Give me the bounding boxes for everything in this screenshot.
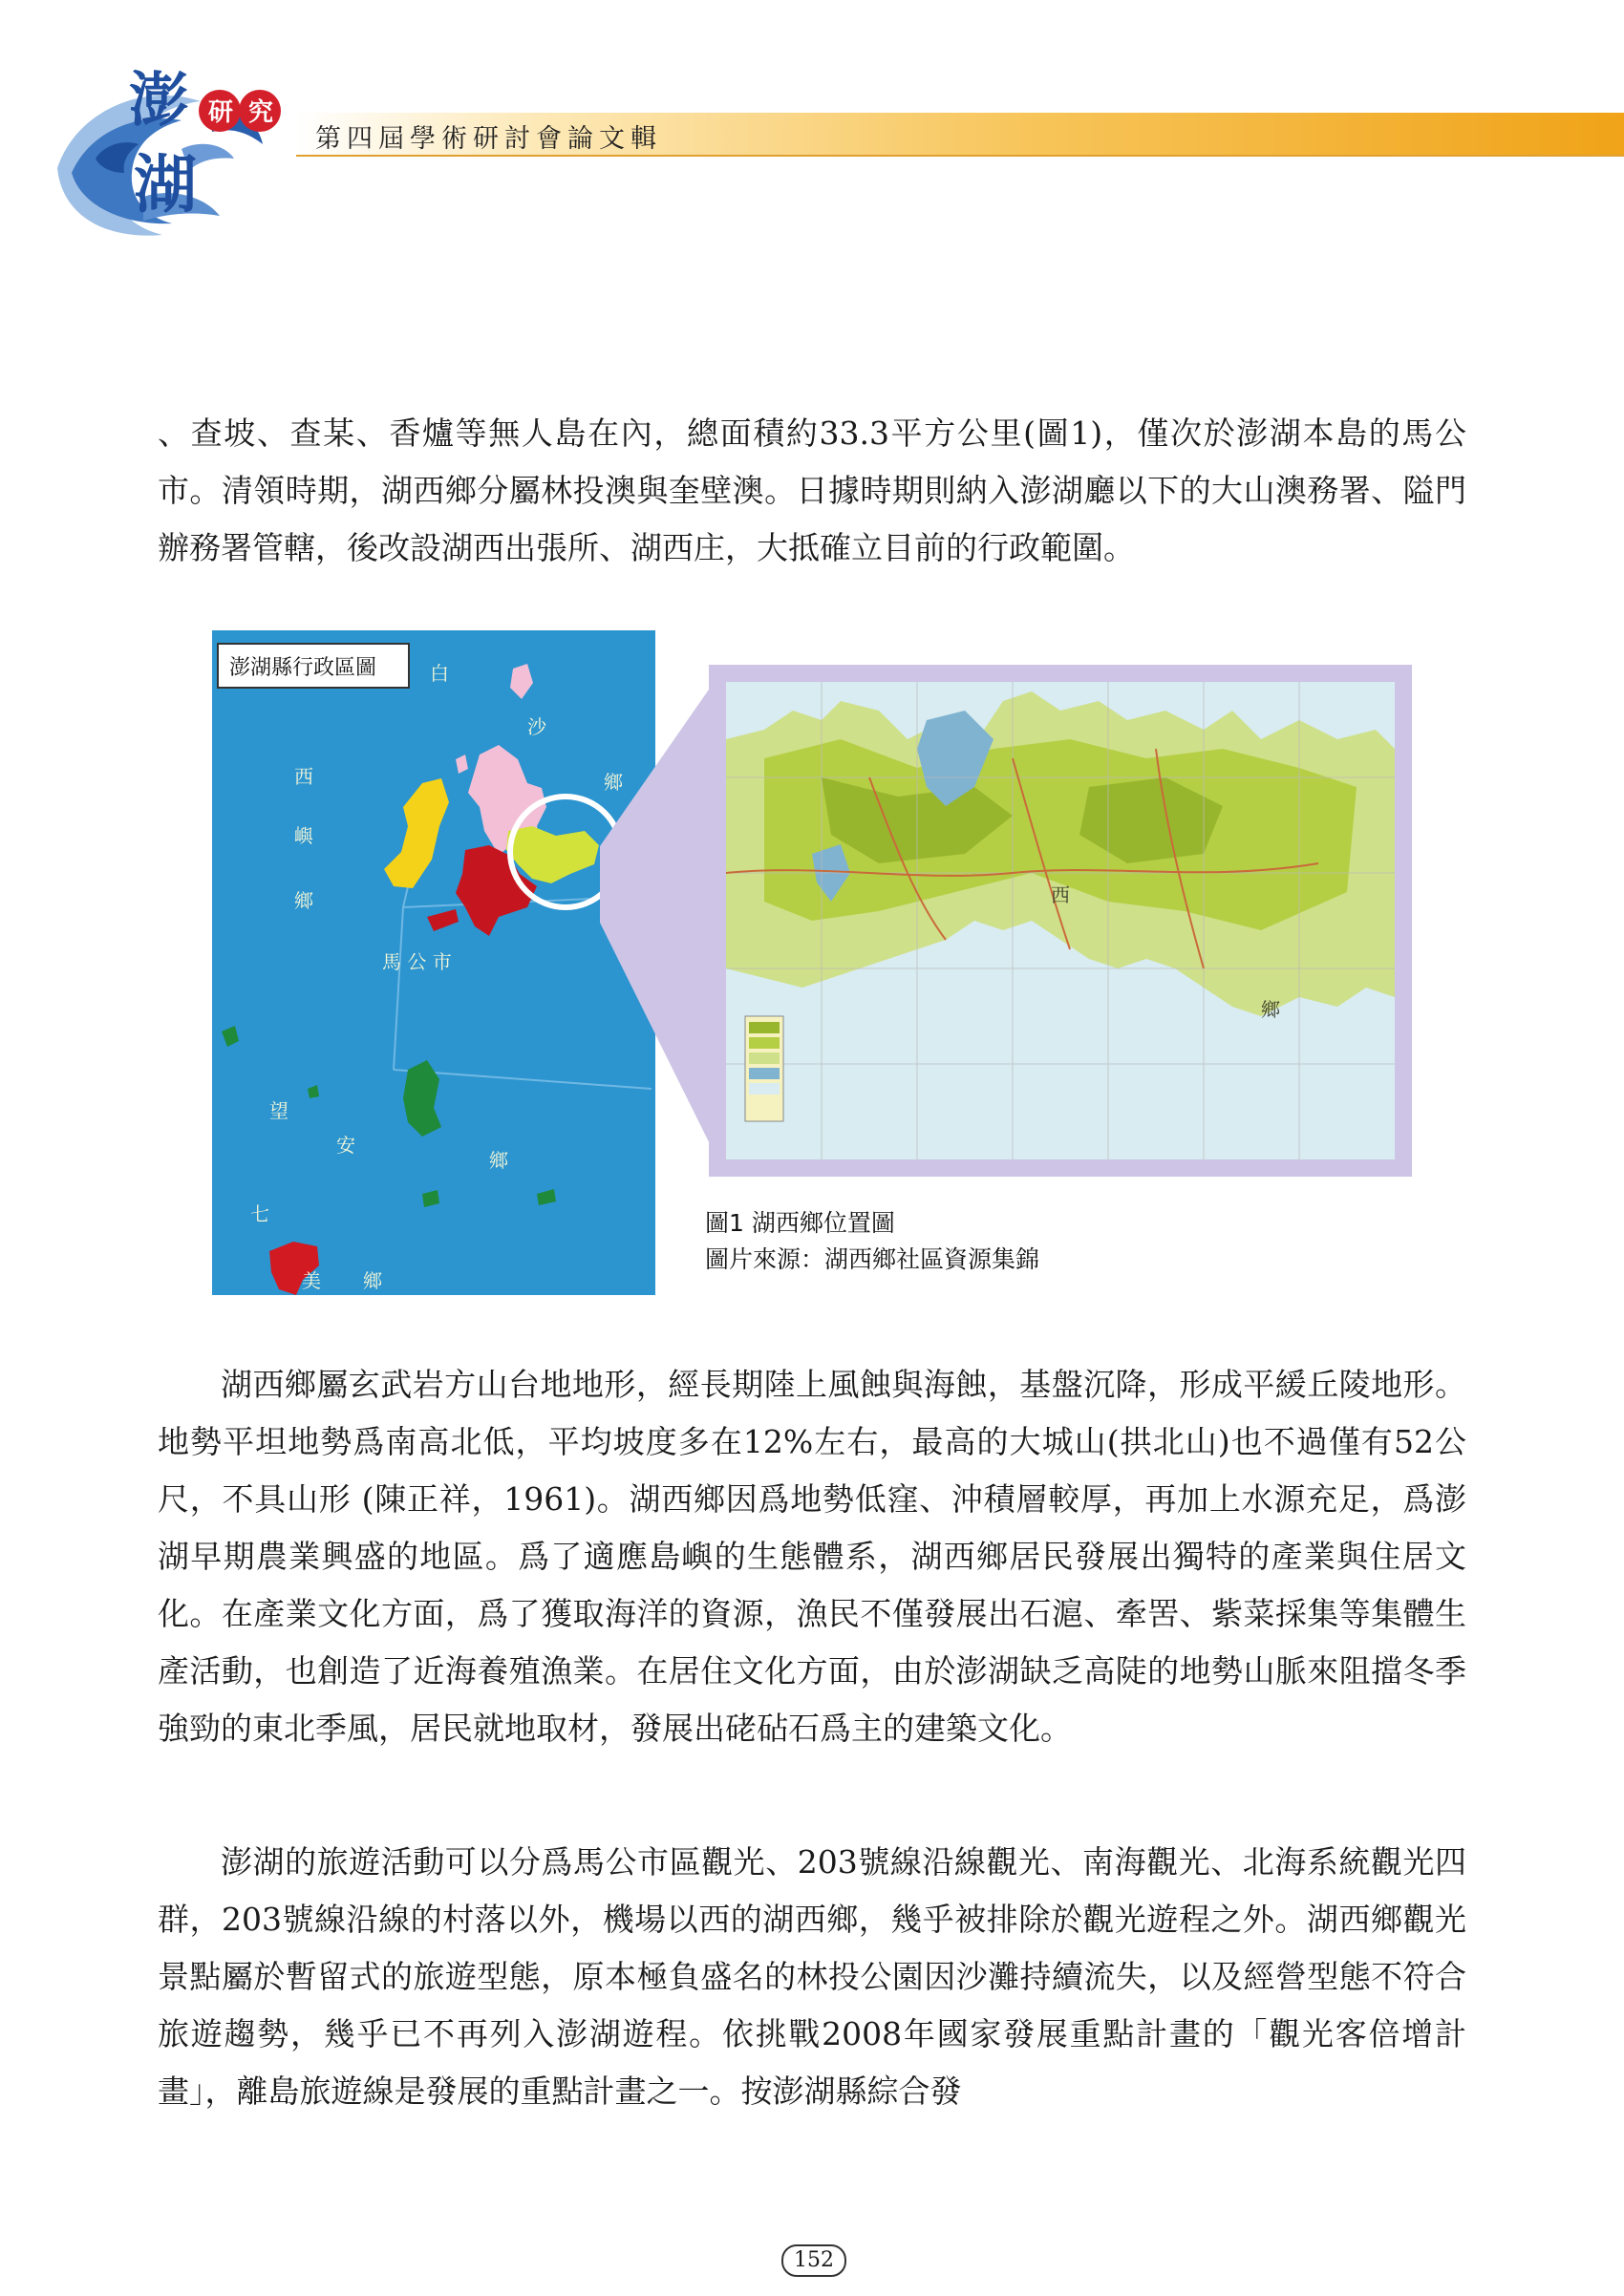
paragraph-2: 湖西鄉屬玄武岩方山台地地形，經長期陸上風蝕與海蝕，基盤沉降，形成平緩丘陵地形。地勢平坦地勢爲南高北低，平均坡度多在12%左右，最高的大城山(拱北山)也不過僅有52公尺，不具山形 (陳正祥，1961)。湖西鄉因爲地勢低窪、沖積層較厚，再加上水源充足，爲澎湖早期農業興盛的地區。爲了適應島嶼的生態體系，湖西鄉居民發展出獨特的產業與住居文化。在產業文化方面，爲了獲取海洋的資源，漁民不僅發展出石滬、牽罟、紫菜採集等集體生產活動，也創造了近海養殖漁業。在居住文化方面，由於澎湖缺乏高陡的地勢山脈來阻擋冬季強勁的東北季風，居民就地取材，發展出硓砧石爲主的建築文化。 [158, 1366, 1466, 1747]
svg-text:研: 研 [208, 98, 234, 127]
svg-text:究: 究 [248, 98, 274, 127]
page-header [0, 0, 1624, 229]
label-xiyu-3: 鄉 [294, 889, 313, 912]
label-xiyu-2: 嶼 [294, 824, 313, 847]
zoom-connector [592, 665, 726, 1177]
label-baisha-3: 鄉 [604, 771, 623, 794]
label-qimei-2: 美 [302, 1269, 321, 1292]
penghu-research-logo [38, 53, 306, 254]
page-number: 152 [781, 2244, 846, 2277]
map-title: 澎湖縣行政區圖 [229, 656, 377, 680]
huxi-zoom-map [726, 682, 1395, 1159]
label-qimei-3: 鄉 [363, 1269, 382, 1292]
label-wangan-3: 鄉 [489, 1149, 508, 1172]
zoom-label-xi: 西 [1051, 883, 1070, 906]
label-xiyu-1: 西 [294, 765, 313, 788]
paragraph-3: 澎湖的旅遊活動可以分爲馬公市區觀光、203號線沿線觀光、南海觀光、北海系統觀光四群，203號線沿線的村落以外，機場以西的湖西鄉，幾乎被排除於觀光遊程之外。湖西鄉觀光景點屬於暫留式的旅遊型態，原本極負盛名的林投公園因沙灘持續流失，以及經營型態不符合旅遊趨勢，幾乎已不再列入澎湖遊程。依挑戰2008年國家發展重點計畫的「觀光客倍增計畫」，離島旅遊線是發展的重點計畫之一。按澎湖縣綜合發 [158, 1843, 1466, 2110]
label-baisha-2: 沙 [527, 715, 546, 738]
label-magong: 馬 公 市 [382, 950, 452, 973]
label-wangan-1: 望 [269, 1099, 288, 1122]
logo-text-2: 湖 [134, 147, 197, 222]
label-wangan-2: 安 [336, 1134, 355, 1157]
figure-caption: 圖1 湖西鄉位置圖 [705, 1209, 895, 1237]
header-divider [296, 155, 1624, 157]
figure-source: 圖片來源：湖西鄉社區資源集錦 [705, 1245, 1040, 1273]
penghu-county-map [212, 630, 655, 1295]
logo-text: 澎 [129, 65, 189, 135]
figure-caption-block [705, 1205, 1039, 1278]
label-qimei-1: 七 [250, 1202, 269, 1225]
zoom-label-xiang: 鄉 [1261, 998, 1280, 1021]
header-title: 第四屆學術研討會論文輯 [315, 124, 662, 154]
paragraph-1: 、查坡、查某、香爐等無人島在內，總面積約33.3平方公里(圖1)，僅次於澎湖本島的馬公市。清領時期，湖西鄉分屬林投澳與奎壁澳。日據時期則納入澎湖廳以下的大山澳務署、隘門辦務署管轄，後改設湖西出張所、湖西庄，大抵確立目前的行政範圍。 [158, 415, 1466, 566]
label-baisha-1: 白 [430, 662, 449, 685]
